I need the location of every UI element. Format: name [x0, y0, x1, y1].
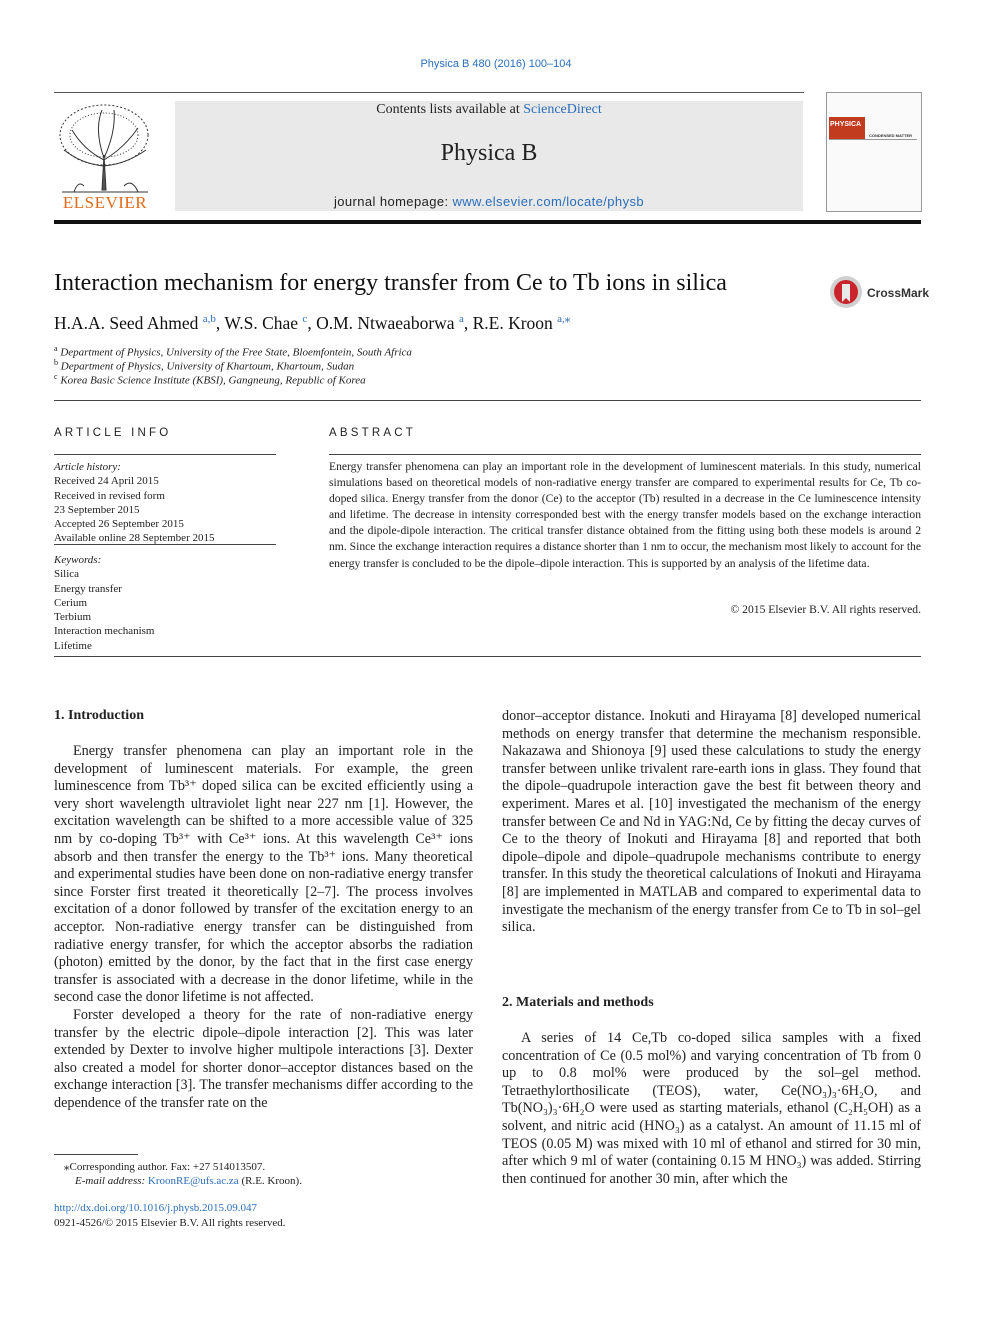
section-heading-introduction: 1. Introduction	[54, 708, 144, 723]
cover-title: PHYSICA	[830, 121, 862, 128]
author-affiliation-mark[interactable]: a	[458, 313, 464, 325]
email-link[interactable]: KroonRE@ufs.ac.za	[147, 1175, 239, 1187]
affiliation-key: b	[54, 358, 58, 367]
author-affiliation-mark[interactable]: c	[302, 313, 308, 325]
affiliation-key: a	[54, 344, 58, 353]
author-affiliation-mark[interactable]: a,b	[202, 313, 216, 325]
abstract-rule	[329, 454, 921, 455]
affiliation-key: c	[54, 372, 58, 381]
affiliation-text: Department of Physics, University of Khartoum, Khartoum, Sudan	[60, 360, 355, 373]
crossmark-badge[interactable]	[829, 274, 930, 310]
keyword: Interaction mechanism	[54, 625, 155, 638]
history-item: Accepted 26 September 2015	[54, 518, 184, 531]
history-item: Available online 28 September 2015	[54, 532, 215, 545]
crossmark-label: CrossMark	[867, 286, 930, 300]
contents-prefix: Contents lists available at	[376, 102, 524, 117]
paragraph: Energy transfer phenomena can play an important role in the development of luminescent materials. For example, the green luminescence from Tb³⁺ doped silica can be excited efficiently using a very short wavelength ultraviolet light near 227 nm [1]. However, the excitation wavelength can be shifted to a more accessible value of 325 nm by co-doping Tb³⁺ with Ce³⁺ ions. At this wavelength Ce³⁺ ions absorb and then transfer the energy to the Tb³⁺ ions. Many theoretical and experimental studies have been done on non-radiative energy transfer since Forster first treated it theoretically [2–7]. The process involves excitation of a donor followed by transfer of the excitation energy to an acceptor. Non-radiative energy transfer can be distinguished from radiative energy transfer, for which the acceptor absorbs the radiation (photon) emitted by the donor, by the fact that in the first case energy transfer is associated with a decrease in the donor lifetime, while in the second case the donor lifetime is not affected.	[54, 743, 473, 1006]
journal-homepage-line	[175, 194, 803, 209]
affiliation-b	[54, 358, 354, 373]
methods-text	[502, 1030, 921, 1188]
article-history	[54, 460, 284, 546]
history-item: Received 24 April 2015	[54, 475, 159, 488]
homepage-prefix: journal homepage:	[333, 194, 453, 209]
author-name[interactable]: O.M. Ntwaeaborwa	[316, 312, 455, 333]
email-note	[75, 1174, 302, 1188]
paper-title: Interaction mechanism for energy transfer from Ce to Tb ions in silica	[54, 270, 727, 296]
email-label: E-mail address:	[75, 1175, 148, 1187]
author-name[interactable]: R.E. Kroon	[472, 312, 553, 333]
affiliation-text: Korea Basic Science Institute (KBSI), Gangneung, Republic of Korea	[60, 374, 366, 387]
section-heading-materials-methods: 2. Materials and methods	[502, 995, 654, 1010]
header-rule	[54, 92, 804, 93]
article-history-rule	[54, 544, 276, 545]
crossmark-icon	[829, 274, 865, 310]
elsevier-logo[interactable]	[54, 100, 156, 212]
issn-line: 0921-4526/© 2015 Elsevier B.V. All rights reserved.	[54, 1217, 286, 1229]
email-suffix: (R.E. Kroon).	[238, 1175, 302, 1187]
keyword: Lifetime	[54, 639, 92, 652]
paragraph: Forster developed a theory for the rate of non-radiative energy transfer by the electric dipole–dipole interaction [2]. This was later extended by Dexter to involve higher multipole interactions [3]. Dexter also created a model for shorter donor–acceptor distances based on the exchange interaction [3]. The transfer mechanisms differ according to the dependence of the transfer rate on the	[54, 1006, 473, 1111]
cover-subtitle: CONDENSED MATTER	[869, 133, 913, 138]
author-name[interactable]: H.A.A. Seed Ahmed	[54, 312, 199, 333]
sciencedirect-link[interactable]: ScienceDirect	[523, 102, 602, 117]
front-matter-rule	[54, 400, 921, 401]
author-list: H.A.A. Seed Ahmed $^{a,b}$, W.S. Chae $^c$, O.M. Ntwaeaborwa $^a$, R.E. Kroon $^{a,⁎}$	[54, 312, 571, 333]
keywords-label: Keywords:	[54, 554, 102, 566]
author-affiliation-mark[interactable]: a,⁎	[557, 313, 571, 325]
corresponding-author-note: ⁎Corresponding author. Fax: +27 514013507.	[64, 1161, 266, 1173]
footnote-rule	[54, 1154, 138, 1155]
abstract-text: Energy transfer phenomena can play an important role in the development of luminescent materials. In this study, numerical simulations based on theoretical models of non-radiative energy transfer are compared to experimental results for Ce, Tb co-doped silica. Energy transfer from the donor (Ce) to the acceptor (Tb) resulted in a decrease in the Ce luminescence intensity and lifetime. The decrease in intensity corresponded best with the energy transfer models based on the exchange interaction and the dipole-dipole interaction. The critical transfer distance obtained from the fitting using both these models is around 2 nm. Since the exchange interaction requires a distance shorter than 1 nm to occur, the mechanism most likely to account for the energy transfer is concluded to be the dipole–dipole interaction. This is supported by an analysis of the lifetime data.	[329, 460, 921, 570]
abstract-copyright: © 2015 Elsevier B.V. All rights reserved.	[730, 603, 921, 616]
abstract-heading: ABSTRACT	[329, 427, 416, 439]
journal-homepage-link[interactable]: www.elsevier.com/locate/physb	[452, 194, 644, 209]
paragraph: A series of 14 Ce,Tb co-doped silica samples with a fixed concentration of Ce (0.5 mol%) and varying concentration of Tb from 0 up to 0.8 mol% were produced by the sol–gel method. Tetraethylorthosilicate (TEOS), water, Ce(NO₃)₃·6H₂O, and Tb(NO₃)₃·6H₂O were used as starting materials, ethanol (C₂H₅OH) as a solvent, and nitric acid (HNO₃) as a catalyst. An amount of 11.15 ml of TEOS (0.05 M) was mixed with 10 ml of ethanol and stirred for 30 min, after which 9 ml of water (containing 0.15 M HNO₃) was added. Stirring then continued for another 30 min, after which the	[502, 1030, 921, 1187]
article-info-heading: ARTICLE INFO	[54, 427, 172, 439]
history-item: 23 September 2015	[54, 503, 140, 516]
history-item: Received in revised form	[54, 489, 165, 502]
keywords	[54, 553, 284, 653]
affiliation-text: Department of Physics, University of the Free State, Bloemfontein, South Africa	[60, 346, 412, 359]
cover-rule	[829, 139, 917, 140]
contents-line	[175, 102, 803, 118]
affiliation-a	[54, 344, 412, 359]
article-info-rule	[54, 454, 276, 455]
keyword: Silica	[54, 568, 80, 581]
header-thick-rule	[54, 220, 921, 224]
journal-cover-thumbnail[interactable]	[826, 92, 922, 212]
keyword: Terbium	[54, 611, 92, 624]
author-name[interactable]: W.S. Chae	[224, 312, 299, 333]
affiliation-c	[54, 372, 366, 387]
publisher-name: ELSEVIER	[62, 193, 148, 212]
abstract-bottom-rule	[54, 656, 921, 657]
doi-link[interactable]: http://dx.doi.org/10.1016/j.physb.2015.09.047	[54, 1202, 258, 1214]
history-label: Article history:	[54, 461, 121, 473]
keyword: Cerium	[54, 596, 87, 609]
keyword: Energy transfer	[54, 582, 122, 595]
introduction-text	[54, 743, 473, 1112]
paragraph: donor–acceptor distance. Inokuti and Hirayama [8] developed numerical methods on energy transfer that determine the mechanism responsible. Nakazawa and Shionoya [9] used these calculations to study the energy transfer between unlike trivalent rare-earth ions in glass. They found that the dipole–quadrupole interaction gave the best fit between theory and experiment. Mares et al. [10] investigated the mechanism of the energy transfer between Ce and Nd in YAG:Nd, Ce by fitting the decay curves of Ce to the theory of Inokuti and Hirayama [8] and reported that both dipole–dipole and dipole–quadrupole mechanisms contribute to energy transfer. In this study the theoretical calculations of Inokuti and Hirayama [8] are implemented in MATLAB and compared to experimental data to investigate the mechanism of the energy transfer from Ce to Tb in sol–gel silica.	[502, 708, 921, 936]
journal-name: Physica B	[440, 140, 538, 166]
journal-citation[interactable]: Physica B 480 (2016) 100–104	[420, 58, 572, 70]
introduction-continued-text	[502, 708, 921, 937]
